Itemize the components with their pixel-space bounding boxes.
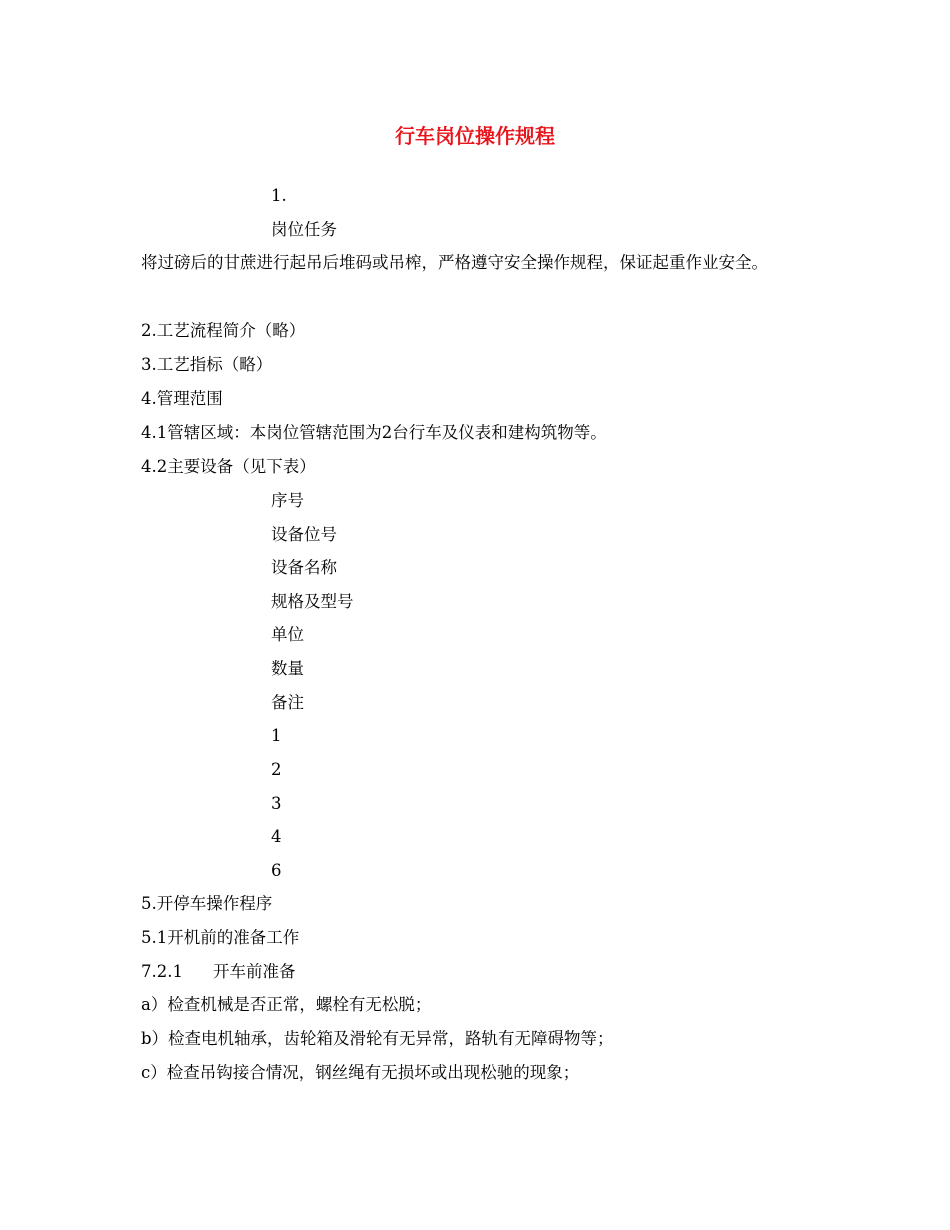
- section-3-heading: 3.工艺指标（略）: [141, 355, 273, 374]
- table-row-number: 4: [271, 827, 282, 846]
- section-5-1-heading: 5.1开机前的准备工作: [141, 928, 300, 947]
- table-row-number: 6: [271, 861, 282, 880]
- section-4-heading: 4.管理范围: [141, 389, 223, 408]
- checklist-item-b: b）检查电机轴承，齿轮箱及滑轮有无异常，路轨有无障碍物等；: [141, 1029, 614, 1048]
- page-title: 行车岗位操作规程: [395, 124, 555, 148]
- section-5-heading: 5.开停车操作程序: [141, 894, 273, 913]
- section-7-2-1-number: 7.2.1: [141, 962, 183, 981]
- table-header-cell: 单位: [271, 625, 304, 644]
- table-header-cell: 设备名称: [271, 558, 337, 577]
- table-row-number: 3: [271, 794, 282, 813]
- table-header-cell: 设备位号: [271, 525, 337, 544]
- table-header-cell: 数量: [271, 659, 304, 678]
- table-row-number: 1: [271, 726, 282, 745]
- section-7-2-1-heading: [141, 960, 295, 984]
- checklist-item-a: a）检查机械是否正常，螺栓有无松脱；: [141, 995, 432, 1014]
- section-4-1-text: 4.1管辖区域：本岗位管辖范围为2台行车及仪表和建构筑物等。: [141, 423, 607, 442]
- table-header-cell: 备注: [271, 693, 304, 712]
- table-row-number: 2: [271, 760, 282, 779]
- section-2-heading: 2.工艺流程简介（略）: [141, 321, 306, 340]
- section-1-heading: 岗位任务: [271, 220, 337, 239]
- section-1-number: 1.: [271, 186, 287, 205]
- section-7-2-1-text: 开车前准备: [212, 962, 296, 981]
- section-4-2-text: 4.2主要设备（见下表）: [141, 457, 316, 476]
- checklist-item-c: c）检查吊钩接合情况，钢丝绳有无损坏或出现松驰的现象；: [141, 1063, 580, 1082]
- section-1-body: 将过磅后的甘蔗进行起吊后堆码或吊榨，严格遵守安全操作规程，保证起重作业安全。: [141, 253, 768, 272]
- table-header-cell: 规格及型号: [271, 592, 354, 611]
- table-header-cell: 序号: [271, 491, 304, 510]
